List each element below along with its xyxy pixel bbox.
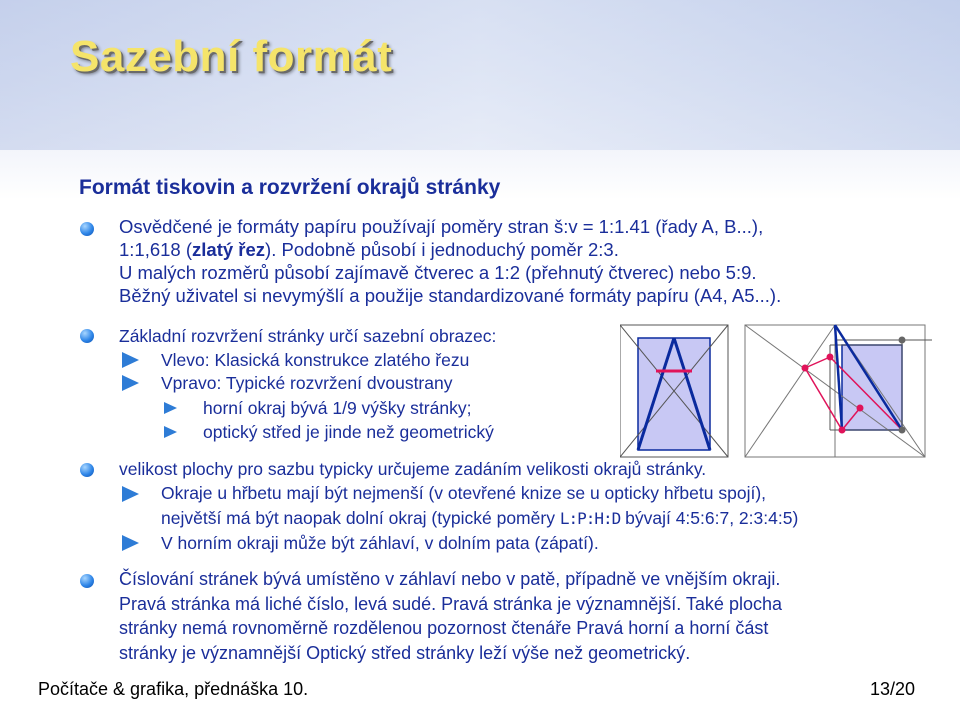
text-line: Běžný uživatel si nevymýšlí a použije standardizované formáty papíru (A4, A5...).: [119, 285, 782, 306]
construction-point: [839, 427, 846, 434]
construction-point: [857, 405, 864, 412]
construction-point: [899, 337, 906, 344]
text-line: V horním okraji může být záhlaví, v dolním pata (zápatí).: [161, 533, 599, 553]
spread-diagram: [745, 325, 932, 457]
margin-ratio-code: L:P:H:D: [559, 509, 621, 528]
arrow-bullet-icon: [164, 426, 177, 438]
text-line: horní okraj bývá 1/9 výšky stránky;: [203, 398, 472, 418]
golden-ratio-term: zlatý řez: [192, 239, 266, 260]
bullet-icon: [80, 463, 94, 477]
bullet-icon: [80, 574, 94, 588]
text-line: Vpravo: Typické rozvržení dvoustrany: [161, 373, 453, 393]
arrow-bullet-icon: [122, 352, 139, 368]
bullet-icon: [80, 222, 94, 236]
text-line: Číslování stránek bývá umístěno v záhlaví nebo v patě, případně ve vnějším okraji.: [119, 569, 781, 589]
text-line: Okraje u hřbetu mají být nejmenší (v otevřené knize se u opticky hřbetu spojí),: [161, 483, 767, 503]
construction-point: [802, 365, 809, 372]
text-line: největší má být naopak dolní okraj (typické poměry L:P:H:D bývají 4:5:6:7, 2:3:4:5): [161, 508, 799, 528]
text-line: velikost plochy pro sazbu typicky určujeme zadáním velikosti okrajů stránky.: [119, 459, 707, 479]
arrow-bullet-icon: [164, 402, 177, 414]
text-line: 1:1,618 (zlatý řez). Podobně působí i jednoduchý poměr 2:3.: [119, 239, 619, 260]
footer-course-title: Počítače & grafika, přednáška 10.: [38, 679, 309, 699]
text-line: U malých rozměrů působí zajímavě čtverec a 1:2 (přehnutý čtverec) nebo 5:9.: [119, 262, 757, 283]
text-line: stránky je významnější Optický střed stránky leží výše než geometrický.: [119, 642, 691, 663]
text-line: Vlevo: Klasická konstrukce zlatého řezu: [161, 350, 470, 370]
type-area: [638, 338, 710, 450]
arrow-bullet-icon: [122, 486, 139, 502]
arrow-bullet-icon: [122, 375, 139, 391]
text-line: optický střed je jinde než geometrický: [203, 422, 494, 442]
arrow-bullet-icon: [122, 535, 139, 551]
slide-title: Sazební formát: [70, 32, 393, 81]
text-line: Osvědčené je formáty papíru používají poměry stran š:v = 1:1.41 (řady A, B...),: [119, 216, 764, 237]
slide-subtitle: Formát tiskovin a rozvržení okrajů stránky: [79, 176, 501, 199]
page-number: 13/20: [870, 679, 916, 699]
construction-point: [827, 354, 834, 361]
bullet-icon: [80, 329, 94, 343]
text-line: stránky nemá rovnoměrně rozdělenou pozornost čtenáře Pravá horní a horní část: [119, 618, 769, 638]
golden-section-diagram: [620, 325, 728, 457]
text-line: Pravá stránka má liché číslo, levá sudé. Pravá stránka je významnější. Také plocha: [119, 593, 782, 614]
page-layout-diagrams: [620, 320, 935, 465]
text-line: Základní rozvržení stránky určí sazební obrazec:: [119, 326, 497, 346]
construction-point: [899, 427, 906, 434]
